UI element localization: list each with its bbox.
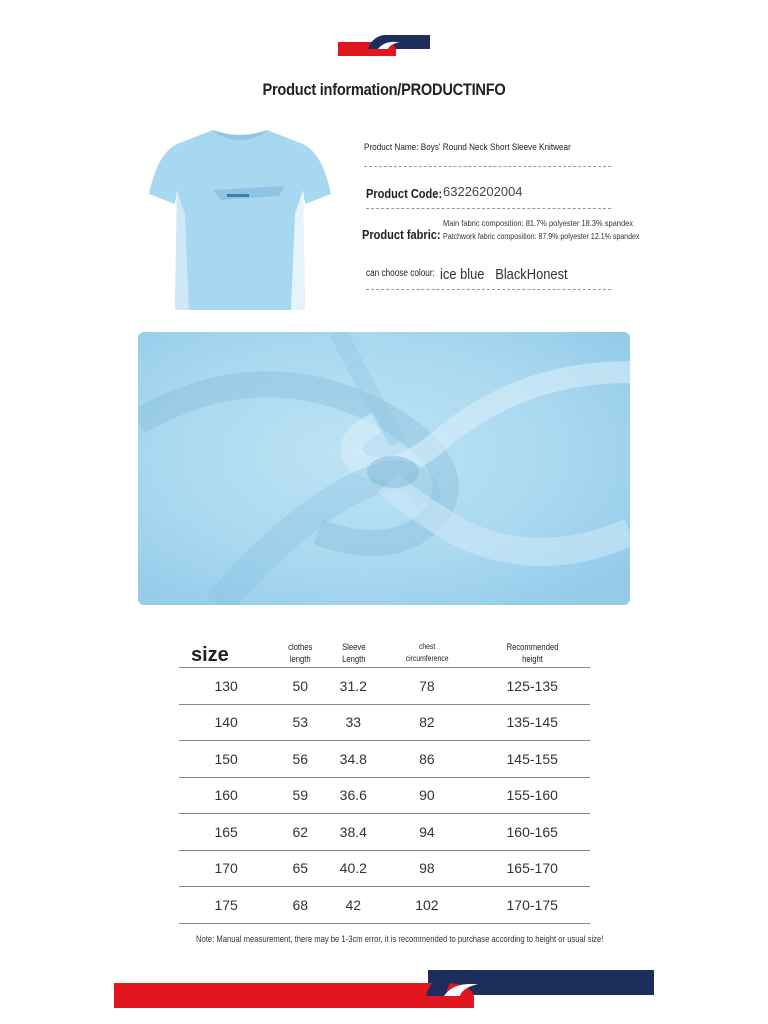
colour-label: can choose colour: [366, 268, 435, 279]
product-name: Product Name: Boys' Round Neck Short Sleeve Knitwear [364, 142, 571, 153]
cell-clothes-length: 62 [273, 814, 327, 851]
cell-size: 170 [179, 850, 273, 887]
cell-sleeve-length: 31.2 [327, 668, 379, 705]
cell-clothes-length: 53 [273, 704, 327, 741]
fabric-closeup-image [138, 332, 630, 605]
cell-chest: 102 [379, 887, 474, 924]
brand-logo-icon [338, 35, 430, 56]
header-chest-circumference: chest circumference [379, 636, 474, 668]
header-clothes-length: clothes length [273, 636, 327, 668]
fabric-main-composition: Main fabric composition: 81.7% polyester 18.3% spandex [443, 218, 634, 228]
cell-height: 145-155 [474, 741, 590, 778]
tshirt-image [145, 124, 335, 314]
cell-sleeve-length: 34.8 [327, 741, 379, 778]
cell-size: 175 [179, 887, 273, 924]
cell-chest: 94 [379, 814, 474, 851]
table-row [179, 741, 590, 778]
cell-chest: 98 [379, 850, 474, 887]
cell-height: 125-135 [474, 668, 590, 705]
cell-size: 160 [179, 777, 273, 814]
table-row [179, 814, 590, 851]
cell-size: 150 [179, 741, 273, 778]
header-size: size [179, 636, 273, 668]
fabric-patch-composition: Patchwork fabric composition: 87.9% polyester 12.1% spandex [443, 232, 640, 241]
cell-clothes-length: 68 [273, 887, 327, 924]
colour-values: ice blue BlackHonest [440, 266, 568, 283]
product-fabric-row [362, 214, 647, 254]
colour-row [366, 262, 611, 290]
table-row [179, 777, 590, 814]
product-code-value: 63226202004 [443, 184, 523, 199]
cell-height: 170-175 [474, 887, 590, 924]
table-row [179, 668, 590, 705]
cell-clothes-length: 56 [273, 741, 327, 778]
cell-size: 130 [179, 668, 273, 705]
header-recommended-height: Recommended height [474, 636, 590, 668]
cell-chest: 90 [379, 777, 474, 814]
product-fabric-label: Product fabric: [362, 227, 441, 242]
cell-height: 135-145 [474, 704, 590, 741]
size-chart-header-row [179, 636, 590, 668]
cell-height: 165-170 [474, 850, 590, 887]
product-code-row [366, 176, 611, 209]
cell-height: 160-165 [474, 814, 590, 851]
cell-clothes-length: 50 [273, 668, 327, 705]
measurement-note: Note: Manual measurement, there may be 1-3cm error, it is recommended to purchase according to height or usual size! [196, 934, 604, 944]
table-row [179, 850, 590, 887]
cell-chest: 82 [379, 704, 474, 741]
cell-chest: 86 [379, 741, 474, 778]
cell-sleeve-length: 33 [327, 704, 379, 741]
product-name-row [364, 142, 611, 167]
cell-chest: 78 [379, 668, 474, 705]
cell-size: 165 [179, 814, 273, 851]
cell-sleeve-length: 42 [327, 887, 379, 924]
cell-height: 155-160 [474, 777, 590, 814]
cell-size: 140 [179, 704, 273, 741]
product-code-label: Product Code: [366, 186, 443, 201]
cell-clothes-length: 65 [273, 850, 327, 887]
page-title: Product information/PRODUCTINFO [262, 80, 506, 99]
table-row [179, 704, 590, 741]
cell-sleeve-length: 36.6 [327, 777, 379, 814]
table-row [179, 887, 590, 924]
header-sleeve-length: Sleeve Length [327, 636, 379, 668]
size-chart-table [179, 636, 590, 924]
cell-sleeve-length: 38.4 [327, 814, 379, 851]
bottom-brand-stripe [114, 970, 654, 1010]
cell-sleeve-length: 40.2 [327, 850, 379, 887]
cell-clothes-length: 59 [273, 777, 327, 814]
